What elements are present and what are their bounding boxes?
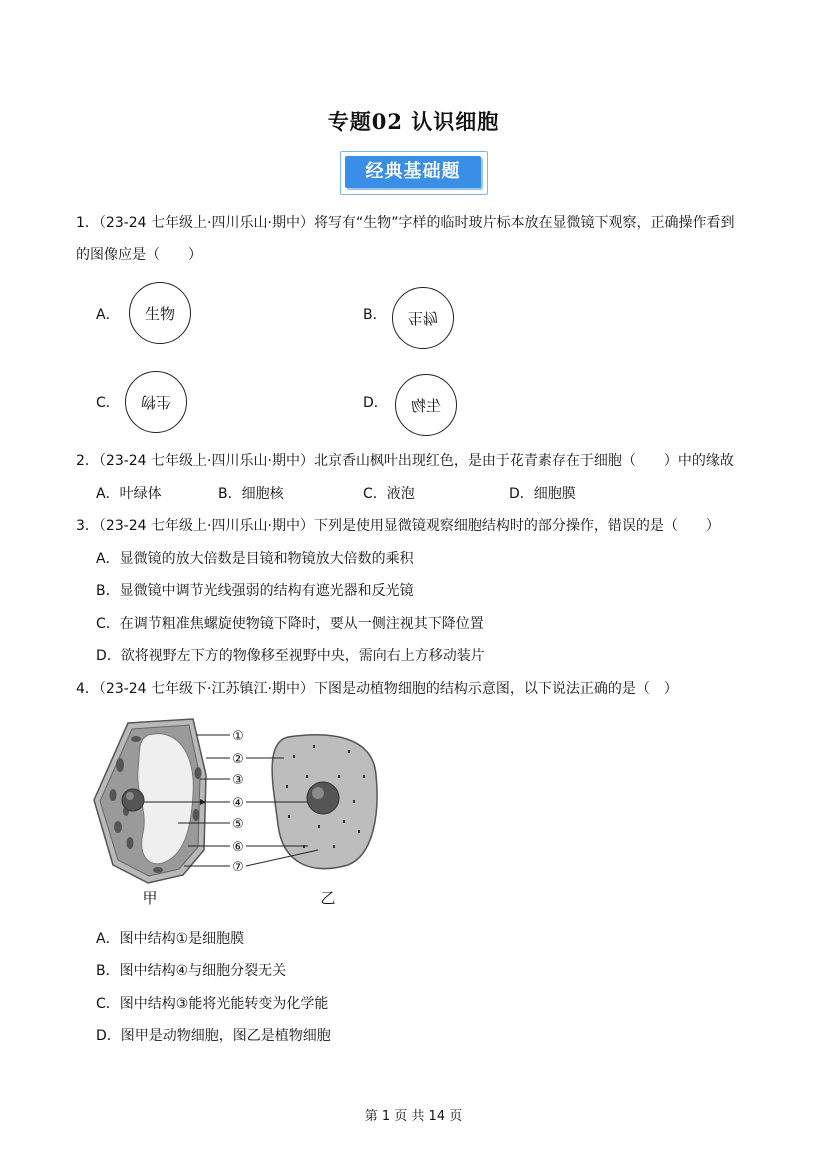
- plant-nucleus-highlight: [126, 792, 134, 800]
- cell-diagram: [88, 715, 388, 915]
- q1-option-b-text: 生物: [407, 308, 438, 327]
- q2-option-a: A．叶绿体: [96, 486, 162, 502]
- q2-option-d: D．细胞膜: [509, 486, 576, 502]
- label-6: ⑥: [232, 840, 244, 855]
- section-badge: [340, 151, 488, 195]
- q3-option-c: C．在调节粗准焦螺旋使物镜下降时，要从一侧注视其下降位置: [96, 616, 484, 632]
- label-2: ②: [232, 752, 244, 767]
- q1-option-a-text: 生物: [144, 304, 175, 323]
- q1-option-a-letter: A．: [96, 307, 120, 323]
- badge-label: 经典基础题: [345, 156, 481, 188]
- q1-option-b-circle: [392, 287, 454, 349]
- label-4: ④: [232, 796, 244, 811]
- q1-option-c-circle: [125, 371, 187, 433]
- q4-option-b: B．图中结构④与细胞分裂无关: [96, 963, 287, 979]
- caption-right: 乙: [320, 889, 336, 907]
- q4-stem: 4．（23-24 七年级下·江苏镇江·期中）下图是动植物细胞的结构示意图，以下说法正确的是（ ）: [76, 681, 678, 697]
- animal-cell-nucleus: [307, 782, 339, 814]
- q1-option-c-text: 生物: [140, 392, 171, 411]
- q3-option-a: A．显微镜的放大倍数是目镜和物镜放大倍数的乘积: [96, 551, 414, 567]
- q2-stem: 2．（23-24 七年级上·四川乐山·期中）北京香山枫叶出现红色，是由于花青素存在于细胞（ ）中的缘故: [76, 453, 734, 469]
- animal-nucleus-highlight: [312, 787, 324, 799]
- q3-option-b: B．显微镜中调节光线强弱的结构有遮光器和反光镜: [96, 583, 414, 599]
- q2-option-c: C．液泡: [363, 486, 415, 502]
- q1-option-c-letter: C．: [96, 395, 120, 411]
- q3-option-d: D．欲将视野左下方的物像移至视野中央，需向右上方移动装片: [96, 648, 485, 664]
- q4-option-d: D．图甲是动物细胞，图乙是植物细胞: [96, 1028, 331, 1044]
- q1-stem-line1: 1．（23-24 七年级上·四川乐山·期中）将写有“生物”字样的临时玻片标本放在显微镜下观察，正确操作看到: [76, 215, 735, 231]
- q1-option-d-text: 生物: [410, 396, 441, 415]
- q3-stem: 3．（23-24 七年级上·四川乐山·期中）下列是使用显微镜观察细胞结构时的部分操作，错误的是（ ）: [76, 518, 720, 534]
- label-5: ⑤: [232, 817, 244, 832]
- q1-stem-line2: 的图像应是（ ）: [76, 247, 202, 263]
- page-footer: 第 1 页 共 14 页: [364, 1109, 463, 1124]
- label-7: ⑦: [232, 860, 244, 875]
- q2-option-b: B．细胞核: [218, 486, 284, 502]
- plant-cell-nucleus: [122, 789, 144, 811]
- q4-option-a: A．图中结构①是细胞膜: [96, 931, 245, 947]
- q4-option-c: C．图中结构③能将光能转变为化学能: [96, 996, 329, 1012]
- caption-left: 甲: [142, 889, 158, 907]
- q1-option-b-letter: B．: [363, 307, 387, 323]
- page-title: 专题02 认识细胞: [327, 109, 500, 134]
- label-3: ③: [232, 773, 244, 788]
- label-1: ①: [232, 729, 244, 744]
- q1-option-d-circle: [395, 374, 457, 436]
- q1-option-d-letter: D．: [363, 395, 388, 411]
- q1-option-a-circle: [129, 282, 191, 344]
